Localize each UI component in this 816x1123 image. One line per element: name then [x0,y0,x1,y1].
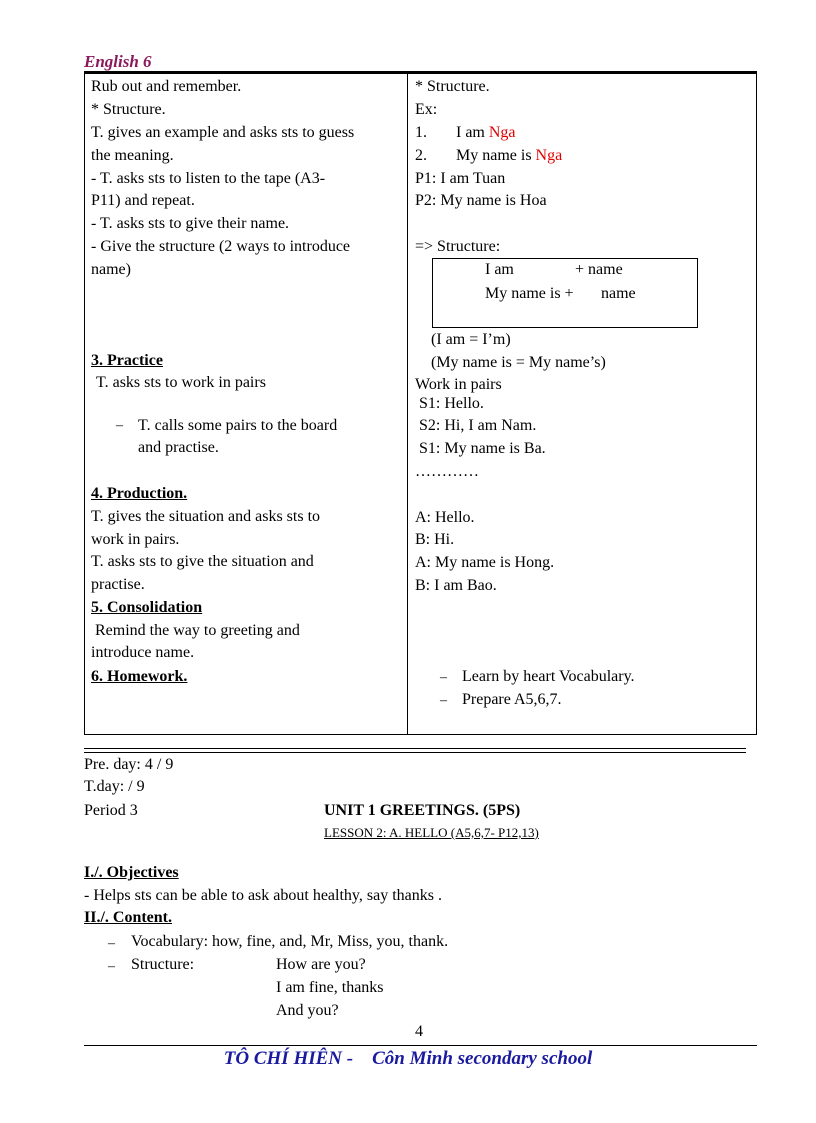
content-heading: II./. Content. [84,909,173,926]
bullet-dash-icon: ‒ [108,936,115,951]
left-line: Rub out and remember. [91,78,242,95]
consolidation-line: Remind the way to greeting and [95,622,300,639]
dialogue-line: A: Hello. [415,509,475,526]
practice-line: T. asks sts to work in pairs [96,374,266,391]
objectives-text: - Helps sts can be able to ask about healthy, say thanks . [84,887,442,904]
left-line: T. gives an example and asks sts to guess [91,124,355,141]
left-line: name) [91,261,131,278]
practice-line: T. calls some pairs to the board [138,417,338,434]
structure-line: name [601,285,636,302]
structure-example: I am fine, thanks [276,979,384,996]
structure-line: My name is + [485,285,574,302]
example-number: 1. [415,124,427,141]
left-line: - T. asks sts to listen to the tape (A3- [91,170,326,187]
separator-line [84,752,746,753]
left-line: * Structure. [91,101,166,118]
practice-line: and practise. [138,439,219,456]
dialogue-line: B: I am Bao. [415,577,497,594]
right-line: P1: I am Tuan [415,170,506,187]
consolidation-heading: 5. Consolidation [91,599,203,616]
practice-heading: 3. Practice [91,352,163,369]
left-line: P11) and repeat. [91,192,195,209]
footer-author: TÔ CHÍ HIÊN - [223,1048,354,1069]
right-line: P2: My name is Hoa [415,192,547,209]
production-heading: 4. Production. [91,485,188,502]
consolidation-line: introduce name. [91,644,195,661]
example-number: 2. [415,147,427,164]
structure-line: + name [575,261,623,278]
bullet-dash-icon: ‒ [440,670,447,685]
structure-example: And you? [276,1002,339,1019]
dots: ………… [415,463,479,480]
dialogue-line: S1: My name is Ba. [419,440,546,457]
footer-rule [84,1045,757,1046]
highlighted-name: Nga [535,147,563,164]
page-number: 4 [415,1023,423,1040]
production-line: work in pairs. [91,531,180,548]
left-line: the meaning. [91,147,174,164]
period: Period 3 [84,802,138,819]
dialogue-line: S2: Hi, I am Nam. [419,417,537,434]
lesson-title: LESSON 2: A. HELLO (A5,6,7- P12,13) [324,825,539,840]
pre-day: Pre. day: 4 / 9 [84,756,174,773]
structure-line: I am [485,261,514,278]
bullet-dash-icon: ‒ [440,693,447,708]
right-line: * Structure. [415,78,490,95]
dialogue-line: A: My name is Hong. [415,554,555,571]
production-line: practise. [91,576,145,593]
homework-line: Learn by heart Vocabulary. [462,668,635,685]
example-line: My name is Nga [456,147,563,164]
footer-school: Côn Minh secondary school [372,1048,593,1069]
right-line: Ex: [415,101,438,118]
production-line: T. asks sts to give the situation and [91,553,314,570]
objectives-heading: I./. Objectives [84,864,179,881]
structure-example: How are you? [276,956,366,973]
unit-title: UNIT 1 GREETINGS. (5PS) [324,802,521,819]
highlighted-name: Nga [488,124,516,141]
table-column-divider [407,73,408,735]
bullet-dash-icon: ‒ [116,418,123,433]
dialogue-line: S1: Hello. [419,395,484,412]
production-line: T. gives the situation and asks sts to [91,508,321,525]
separator-line [84,748,746,749]
right-line: Work in pairs [415,376,502,393]
dialogue-line: B: Hi. [415,531,455,548]
left-line: - Give the structure (2 ways to introduce [91,238,351,255]
vocabulary-line: Vocabulary: how, fine, and, Mr, Miss, you, thank. [131,933,449,950]
right-line: (I am = I’m) [431,331,511,348]
homework-line: Prepare A5,6,7. [462,691,562,708]
right-line: (My name is = My name’s) [431,354,606,371]
teaching-day: T.day: / 9 [84,778,145,795]
footer [0,1048,816,1070]
right-line: => Structure: [415,238,501,255]
homework-heading: 6. Homework. [91,668,188,685]
document-header-title: English 6 [84,52,152,71]
example-line: I am Nga [456,124,516,141]
structure-label: Structure: [131,956,195,973]
left-line: - T. asks sts to give their name. [91,215,290,232]
bullet-dash-icon: ‒ [108,959,115,974]
